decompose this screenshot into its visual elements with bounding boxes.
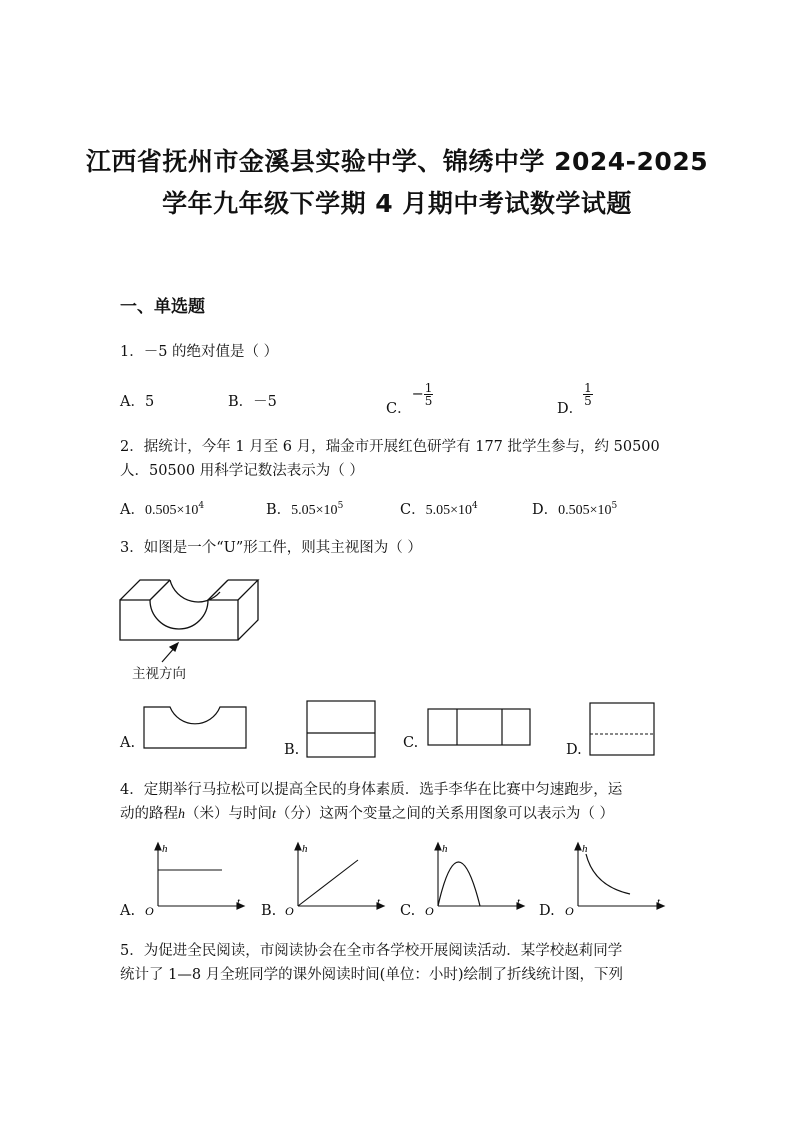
q1-option-c-fraction [424,382,434,407]
q2-stem-line2: 人．50500 用科学记数法表示为（ ） [120,463,364,479]
q1-option-d-fraction [583,382,593,407]
u-workpiece-figure [110,570,270,665]
view-direction-arrow-head [170,643,178,651]
q2-option-c-value: 5.05×10 [425,503,473,518]
workpiece-back-arc [170,580,220,602]
q3-option-d-figure [589,702,657,758]
q5-stem-line2: 统计了 1—8 月全班同学的课外阅读时间(单位：小时)绘制了折线统计图，下列 [120,967,623,983]
q4-option-c-label: C. [400,903,416,919]
axis-h-label: h [302,843,308,855]
q2-option-b [266,498,343,519]
q4-option-c-graph [420,838,530,918]
q4-option-b-graph [280,838,390,918]
workpiece-top-right [228,580,258,600]
origin-label: O [145,904,154,918]
q3-stem: 3．如图是一个“U”形工件，则其主视图为（ ） [120,540,422,556]
q1-option-a: A．5 [120,394,155,410]
q1-option-c [386,381,433,417]
workpiece-front-face [120,600,238,640]
origin-label: O [285,904,294,918]
q2-option-d-label: D． [532,502,559,518]
q3-option-b-label: B. [284,742,300,758]
q1-option-c-sign: − [411,386,424,403]
q4-stem-text-1: 动的路程 [120,806,178,822]
q3-option-d-label: D. [566,742,582,758]
graph-d-decreasing-curve [586,854,630,894]
q4-option-d-graph [560,838,670,918]
q4-stem-text-3: （分）这两个变量之间的关系用图象可以表示为（ ） [275,806,614,822]
q1-option-c-label: C． [386,400,412,417]
view-direction-caption: 主视方向 [132,666,186,682]
q2-option-b-value: 5.05×10 [291,503,338,518]
q2-option-d [532,498,617,519]
workpiece-top-inner-left [150,580,170,600]
fraction-numerator: 1 [584,381,592,395]
paper-title-line2: 学年九年级下学期 4 月期中考试数学试题 [162,189,632,218]
q2-option-b-exponent: 5 [337,501,344,512]
q4-stem-line2 [120,802,614,827]
paper-title-line1: 江西省抚州市金溪县实验中学、锦绣中学 2024-2025 [85,147,709,176]
fraction-denominator: 5 [424,394,433,408]
fraction-denominator: 5 [584,394,592,408]
q1-option-d-label: D． [557,400,584,417]
axis-t-label: t [237,896,241,908]
q3-option-b-figure [306,700,378,760]
q2-option-a-exponent: 4 [198,501,205,512]
q2-option-a-label: A． [120,502,145,518]
q2-option-c-label: C． [400,502,426,518]
graph-b-straight-line [298,860,358,906]
q5-stem-line1: 5．为促进全民阅读，市阅读协会在全市各学校开展阅读活动．某学校赵莉同学 [120,943,623,959]
q4-var-h: h [178,807,185,822]
q1-option-b: B．－5 [228,394,277,410]
q3-option-a-label: A. [120,735,136,751]
q3-option-a-figure [143,706,249,752]
q2-option-b-label: B． [266,502,292,518]
q4-option-d-label: D. [539,903,555,919]
q3-option-c-figure [427,708,533,748]
q3-option-c-label: C. [403,735,419,751]
q2-option-c [400,498,478,519]
q4-option-a-graph [140,838,250,918]
origin-label: O [565,904,574,918]
q2-stem-line1: 2．据统计，今年 1 月至 6 月，瑞金市开展红色研学有 177 批学生参与，约 50500 [120,439,660,455]
q2-option-d-value: 0.505×10 [558,503,612,518]
axis-h-label: h [162,843,168,855]
fraction-numerator: 1 [424,381,433,395]
q2-option-c-exponent: 4 [472,501,478,512]
workpiece-top-inner-right [208,580,228,600]
graph-c-arch-curve [438,862,480,906]
q4-stem-text-2: （米）与时间 [185,806,272,822]
q2-option-d-exponent: 5 [611,501,618,512]
q1-stem: 1．－5 的绝对值是（ ） [120,344,279,360]
workpiece-top-left [120,580,170,600]
axis-h-label: h [582,843,588,855]
q4-var-t: t [272,807,276,822]
section-heading: 一、单选题 [120,297,205,317]
q1-option-d [557,381,593,417]
axis-t-label: t [517,896,521,908]
q4-option-a-label: A. [120,903,136,919]
q4-stem-line1: 4．定期举行马拉松可以提高全民的身体素质．选手李华在比赛中匀速跑步，运 [120,782,623,798]
axis-h-label: h [442,843,448,855]
q4-option-b-label: B. [261,903,277,919]
axis-t-label: t [377,896,381,908]
workpiece-right-side [238,580,258,640]
q2-option-a [120,498,204,519]
origin-label: O [425,904,434,918]
axis-t-label: t [657,896,661,908]
q2-option-a-value: 0.505×10 [144,503,199,518]
